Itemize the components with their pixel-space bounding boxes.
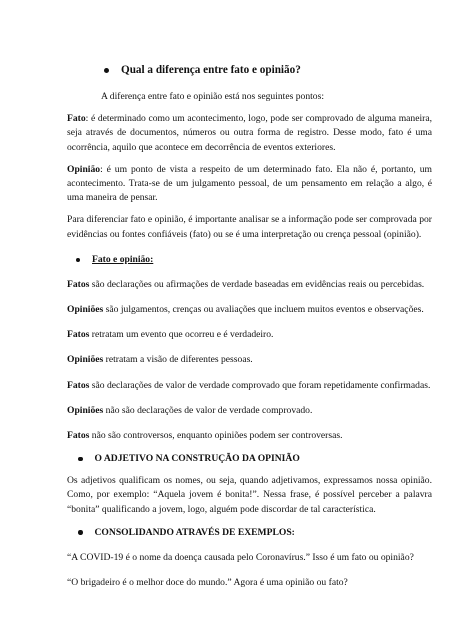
fato-definition	[67, 112, 432, 155]
list-item	[67, 328, 432, 342]
list-item	[67, 429, 432, 443]
list-item	[67, 303, 432, 317]
main-heading	[104, 62, 432, 78]
differentiate-paragraph: Para diferenciar fato e opinião, é importante analisar se a informação pode ser comprovada por evidências ou fontes confiáveis (fato) ou se é uma interpretação ou crença pessoal (opinião).	[67, 214, 432, 240]
consolidando-heading	[78, 525, 432, 540]
item-text: são declarações de valor de verdade comprovado que foram repetidamente confirmadas.	[89, 379, 431, 391]
consolidando-heading-text: CONSOLIDANDO ATRAVÉS DE EXEMPLOS:	[94, 526, 295, 538]
intro-text: A diferença entre fato e opinião está nos seguintes pontos:	[101, 91, 324, 102]
opiniao-text: : é um ponto de vista a respeito de um determinado fato. Ela não é, portanto, um acontecimento. Trata-se de um julgamento pessoal, de um pensamento em relação a algo, é uma maneira de pensar.	[67, 163, 432, 204]
list-item	[67, 278, 432, 292]
example-1: “A COVID-19 é o nome da doença causada pelo Coronavírus.” Isso é um fato ou opinião?	[67, 551, 414, 563]
bullet-icon	[78, 530, 83, 535]
adjetivo-heading-text: O ADJETIVO NA CONSTRUÇÃO DA OPINIÃO	[94, 453, 300, 465]
fato-term: Fato	[67, 113, 86, 125]
adjetivo-heading	[78, 451, 432, 466]
fato-text: : é determinado como um acontecimento, logo, pode ser comprovado de alguma maneira, seja através de documentos, números ou outra forma de registro. Desse modo, fato é uma ocorrência, aquilo que acontece em decorrência de eventos exteriores.	[67, 113, 432, 153]
adjetivo-paragraph: Os adjetivos qualificam os nomes, ou seja, quando adjetivamos, expressamos nossa opinião. Como, por exemplo: “Aquela jovem é bonita!”. Nessa frase, é possível perceber a palavra “bonita” qualificando a jovem, logo, alguém pode discordar de tal característica.	[67, 475, 432, 515]
item-term: Fatos	[67, 329, 90, 341]
item-text: retratam a visão de diferentes pessoas.	[103, 354, 253, 366]
item-term: Opiniões	[67, 404, 104, 416]
fato-opiniao-subheading	[76, 253, 432, 267]
list-item	[67, 353, 432, 367]
item-text: não são controversos, enquanto opiniões podem ser controversas.	[89, 430, 343, 442]
opiniao-term: Opinião	[67, 163, 101, 175]
list-item	[67, 404, 432, 418]
item-text: são julgamentos, crenças ou avaliações que incluem muitos eventos e observações.	[103, 304, 424, 316]
bullet-icon	[104, 68, 109, 73]
example-2: “O brigadeiro é o melhor doce do mundo.” Agora é uma opinião ou fato?	[67, 577, 348, 589]
item-term: Opiniões	[67, 354, 104, 366]
subheading-text: Fato e opinião:	[92, 254, 154, 266]
item-text: retratam um evento que ocorreu e é verdadeiro.	[89, 329, 274, 341]
item-text: não são declarações de valor de verdade comprovado.	[103, 404, 313, 416]
item-term: Opiniões	[67, 304, 104, 316]
list-item	[67, 379, 432, 393]
item-text: são declarações ou afirmações de verdade baseadas em evidências reais ou percebidas.	[89, 278, 425, 290]
bullet-icon	[78, 457, 83, 462]
opiniao-definition	[67, 163, 432, 206]
main-heading-text: Qual a diferença entre fato e opinião?	[121, 64, 301, 76]
item-term: Fatos	[67, 379, 90, 391]
bullet-icon	[76, 258, 80, 262]
item-term: Fatos	[67, 430, 90, 442]
item-term: Fatos	[67, 278, 90, 290]
